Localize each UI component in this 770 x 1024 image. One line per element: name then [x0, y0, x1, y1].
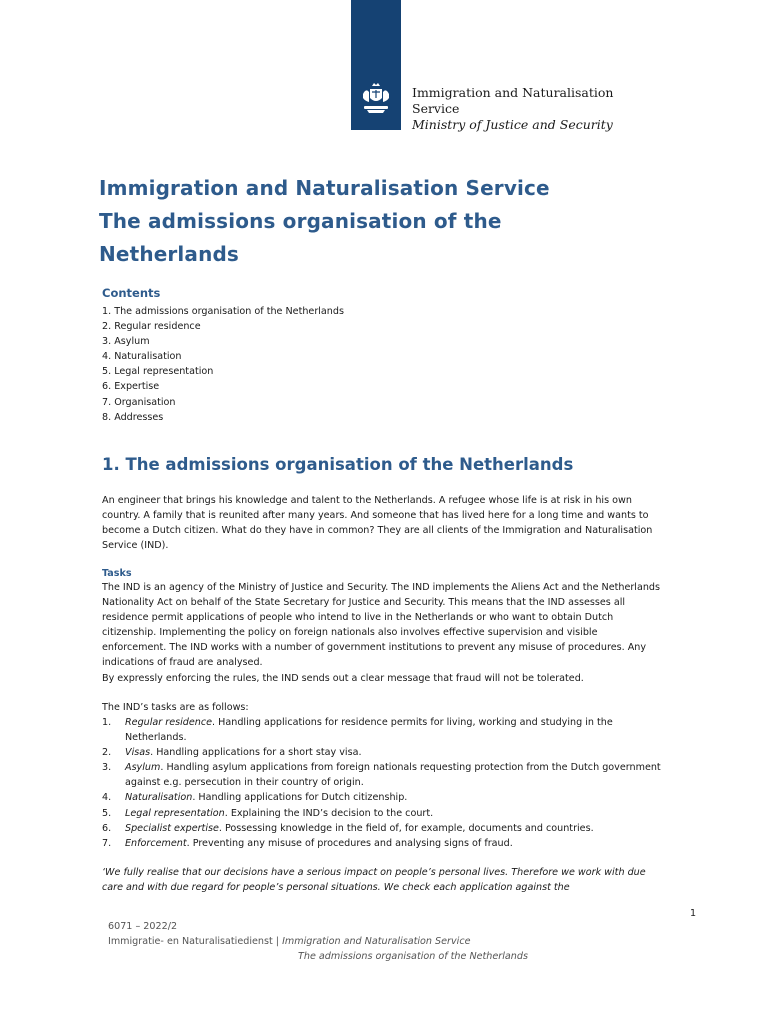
section-1-heading: 1. The admissions organisation of the Netherlands	[102, 455, 574, 474]
footer-code: 6071 – 2022/2	[108, 921, 178, 932]
document-title	[99, 172, 699, 271]
tasks-heading: Tasks	[102, 568, 132, 579]
task-term: Legal representation	[125, 807, 225, 819]
table-of-contents	[102, 304, 344, 425]
task-term: Specialist expertise	[125, 822, 219, 834]
task-number: 5.	[102, 807, 112, 819]
quote-paragraph: ‘We fully realise that our decisions have a serious impact on people’s personal lives. Therefore we work with due care and with due regard for people’s personal situations. We check each application against the	[102, 867, 646, 894]
task-text: . Preventing any misuse of procedures and analysing signs of fraud.	[186, 837, 513, 849]
title-line-2: The admissions organisation of the	[99, 209, 502, 233]
toc-item[interactable]: 6. Expertise	[102, 381, 160, 393]
footer-org-english: Immigration and Naturalisation Service	[282, 936, 471, 947]
task-item	[102, 745, 662, 760]
task-term: Regular residence	[125, 717, 213, 728]
task-number: 1.	[102, 717, 112, 728]
task-item	[102, 760, 662, 790]
coat-of-arms-icon	[359, 82, 393, 116]
logo-ministry: Ministry of Justice and Security	[412, 117, 613, 132]
task-item	[102, 836, 662, 851]
toc-item[interactable]: 3. Asylum	[102, 336, 150, 348]
title-line-1: Immigration and Naturalisation Service	[99, 176, 550, 200]
tasks-list	[102, 715, 662, 851]
task-text: . Handling applications for Dutch citizenship.	[192, 792, 408, 804]
task-number: 7.	[102, 837, 112, 849]
intro-paragraph: An engineer that brings his knowledge and talent to the Netherlands. A refugee whose life is at risk in his own country. A family that is reunited after many years. And someone that has lived here for a long time and wants to become a Dutch citizen. What do they have in common? They are all clients of the Immigration and Naturalisation Service (IND).	[102, 495, 653, 552]
toc-item[interactable]: 8. Addresses	[102, 411, 164, 423]
task-text: . Explaining the IND’s decision to the court.	[224, 807, 434, 819]
task-text: . Handling applications for a short stay visa.	[150, 747, 362, 759]
task-text: . Handling applications for residence permits for living, working and studying in the Netherlands.	[125, 717, 613, 744]
task-number: 6.	[102, 822, 112, 834]
contents-heading: Contents	[102, 286, 161, 300]
task-item	[102, 821, 662, 836]
logo-org-line2: Service	[412, 101, 460, 116]
task-number: 2.	[102, 747, 112, 759]
toc-item[interactable]: 1. The admissions organisation of the Netherlands	[102, 306, 344, 317]
toc-item[interactable]: 2. Regular residence	[102, 321, 201, 333]
footer-subtitle: The admissions organisation of the Netherlands	[298, 951, 528, 962]
task-text: . Possessing knowledge in the field of, for example, documents and countries.	[218, 822, 594, 834]
footer	[108, 919, 528, 964]
task-term: Enforcement	[125, 837, 187, 849]
tasks-intro: The IND’s tasks are as follows:	[102, 702, 249, 713]
task-number: 4.	[102, 792, 112, 804]
tasks-paragraph-2: By expressly enforcing the rules, the IND sends out a clear message that fraud will not be tolerated.	[102, 672, 584, 684]
footer-org	[108, 934, 528, 949]
page-number: 1	[690, 908, 697, 919]
task-text: . Handling asylum applications from foreign nationals requesting protection from the Dutch government against e.g. persecution in their country of origin.	[125, 762, 661, 789]
tasks-paragraph	[102, 580, 662, 686]
toc-item[interactable]: 7. Organisation	[102, 396, 176, 408]
task-item	[102, 806, 662, 821]
toc-item[interactable]: 5. Legal representation	[102, 366, 214, 378]
title-line-3: Netherlands	[99, 242, 239, 266]
task-term: Naturalisation	[125, 792, 193, 804]
task-term: Asylum	[125, 762, 161, 774]
logo-bar	[351, 0, 401, 130]
logo-text	[412, 85, 613, 133]
task-number: 3.	[102, 762, 112, 774]
task-item	[102, 790, 662, 805]
footer-org-dutch: Immigratie- en Naturalisatiedienst |	[108, 936, 283, 947]
task-term: Visas	[125, 747, 151, 759]
tasks-paragraph-1: The IND is an agency of the Ministry of Justice and Security. The IND implements the Aliens Act and the Netherlands Nationality Act on behalf of the State Secretary for Justice and Security. This means that the IND assesses all residence permit applications of people who intend to live in the Netherlands or who want to obtain Dutch citizenship. Implementing the policy on foreign nationals also involves effective supervision and visible enforcement. The IND works with a number of government institutions to prevent any misuse of procedures. Any indications of fraud are analysed.	[102, 582, 661, 669]
logo-org-line1: Immigration and Naturalisation	[412, 85, 614, 100]
task-item	[102, 715, 662, 745]
toc-item[interactable]: 4. Naturalisation	[102, 351, 182, 363]
